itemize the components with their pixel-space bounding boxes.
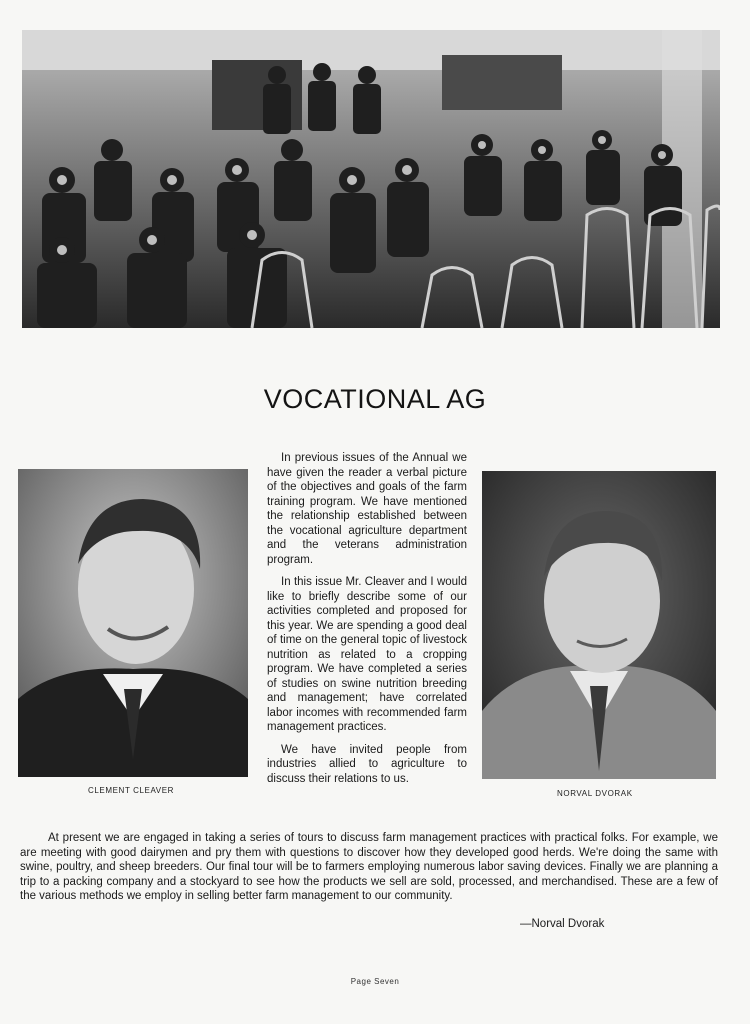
signature: —Norval Dvorak: [520, 918, 605, 930]
column-paragraph: In previous issues of the Annual we have given the reader a verbal picture of the objectives and goals of the farm training program. We have mentioned the relationship established between the vocational agriculture department and the veterans administration program.: [267, 452, 467, 566]
bottom-paragraph: At present we are engaged in taking a series of tours to discuss farm management practices with practical folks. For example, we are meeting with good dairymen and pry them with questions to discover how they developed good herds. We're doing the same with swine, poultry, and sheep breeders. Our final tour will be to farmers employing numerous labor saving devices. Finally we are planning a trip to a packing company and a stockyard to see how the products we sell are sold, processed, and merchandised. These are a few of the various methods we employ in selling better farm management to our community.: [20, 832, 718, 903]
portrait-photo-icon: [18, 469, 248, 777]
page-title: VOCATIONAL AG: [263, 384, 487, 414]
portrait-norval-dvorak: [482, 471, 716, 779]
portrait-photo-icon: [482, 471, 716, 779]
column-paragraph: We have invited people from industries allied to agriculture to discuss their relations to us.: [267, 743, 467, 785]
bottom-text: [20, 831, 718, 904]
group-photo: [22, 30, 720, 328]
classroom-group-photo-icon: [22, 30, 720, 328]
caption-right: NORVAL DVORAK: [557, 789, 633, 798]
column-text: [267, 451, 467, 794]
caption-left: CLEMENT CLEAVER: [88, 786, 175, 795]
page-number: Page Seven: [350, 977, 400, 986]
portrait-clement-cleaver: [18, 469, 248, 777]
column-paragraph: In this issue Mr. Cleaver and I would like to briefly describe some of our activities completed and proposed for this year. We are spending a good deal of time on the general topic of livestock nutrition as related to a cropping program. We have completed a series of studies on swine nutrition breeding and management; have correlated labor incomes with recommended farm management practices.: [267, 576, 467, 733]
